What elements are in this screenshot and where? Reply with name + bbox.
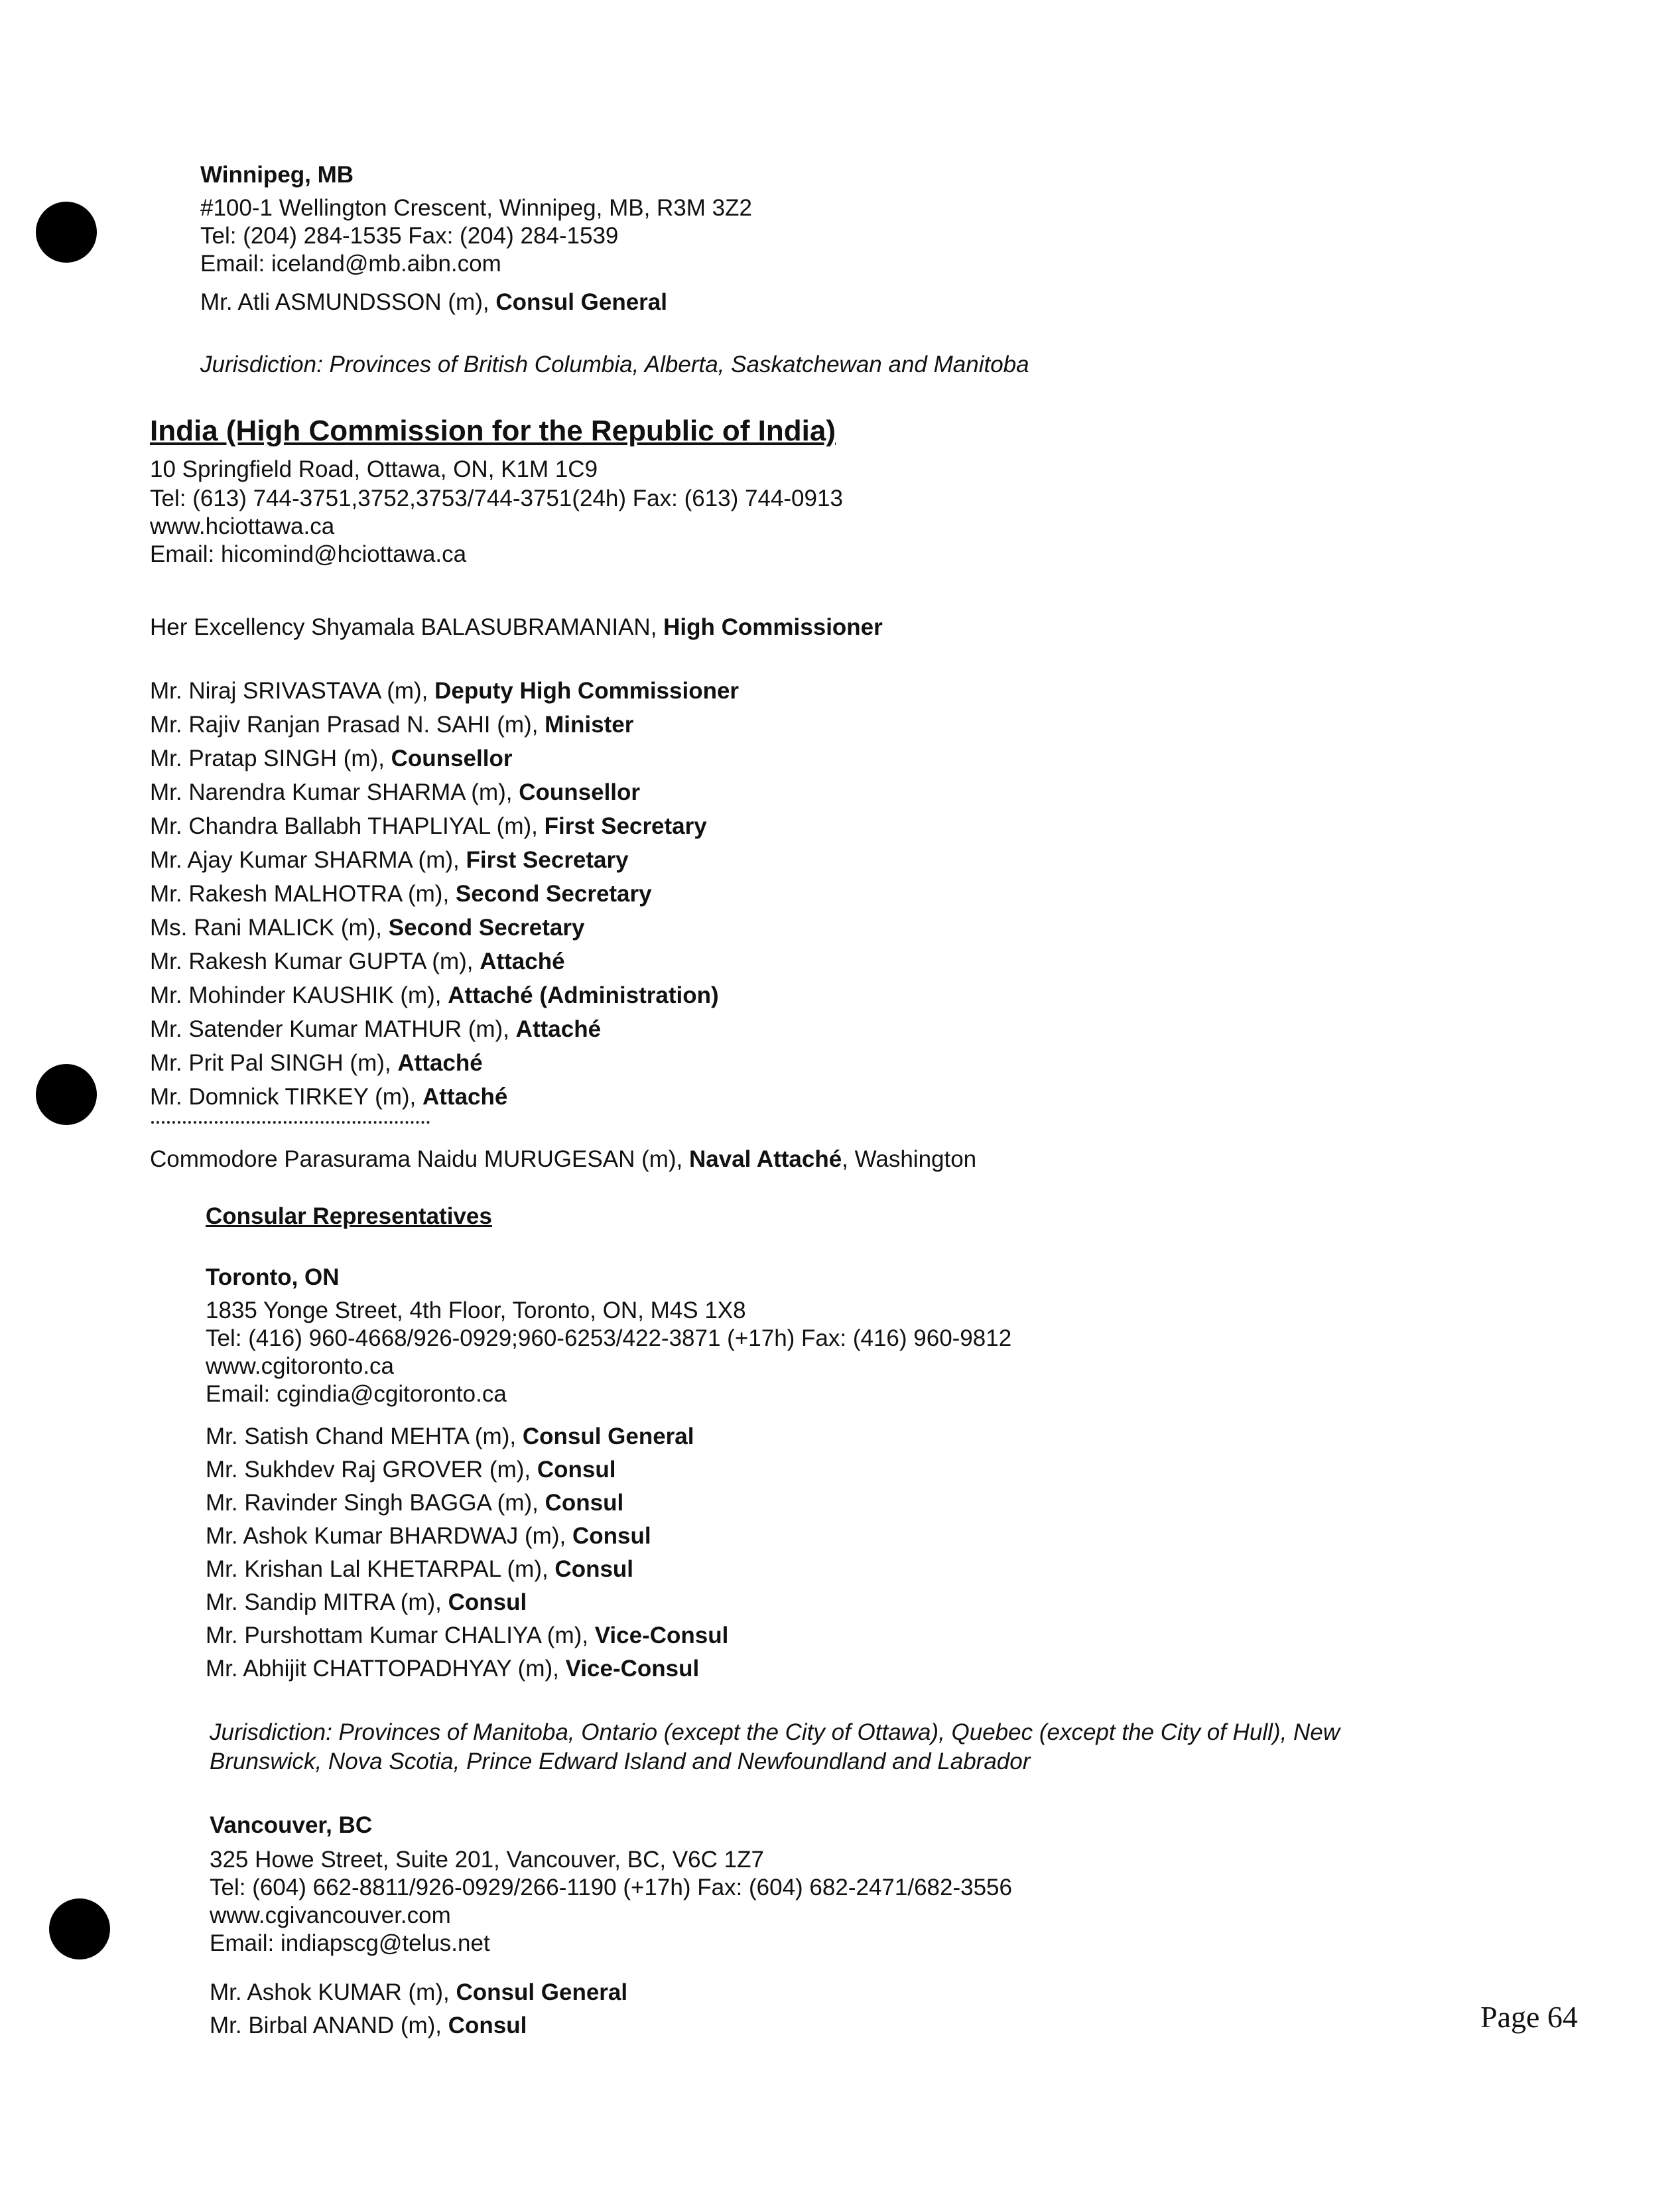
india-staff-11 <box>150 1049 483 1078</box>
staff-title: Naval Attaché <box>688 1146 842 1172</box>
staff-name: Mr. Ashok Kumar BHARDWAJ (m), <box>206 1523 572 1549</box>
staff-title: Consul General <box>495 289 667 315</box>
staff-title: Consul <box>448 1589 527 1615</box>
toronto-web: www.cgitoronto.ca <box>206 1353 395 1379</box>
india-staff-12 <box>150 1083 507 1112</box>
staff-name: Mr. Purshottam Kumar CHALIYA (m), <box>206 1623 595 1648</box>
india-staff-5 <box>150 846 629 875</box>
toronto-staff-3 <box>206 1522 651 1551</box>
toronto-city: Toronto, ON <box>206 1264 340 1290</box>
staff-title: Consul General <box>456 1979 628 2005</box>
india-staff-0 <box>150 677 739 706</box>
vancouver-tel: Tel: (604) 662-8811/926-0929/266-1190 (+17h) Fax: (604) 682-2471/682-3556 <box>210 1875 1012 1900</box>
toronto-staff-7 <box>206 1654 699 1684</box>
staff-name: Mr. Abhijit CHATTOPADHYAY (m), <box>206 1656 566 1682</box>
staff-name: Mr. Ravinder Singh BAGGA (m), <box>206 1490 545 1516</box>
staff-title: Attaché <box>422 1084 508 1110</box>
winnipeg-staff-0 <box>200 288 667 317</box>
toronto-staff-2 <box>206 1489 623 1518</box>
india-tel: Tel: (613) 744-3751,3752,3753/744-3751(24h) Fax: (613) 744-0913 <box>150 486 843 511</box>
staff-title: First Secretary <box>466 847 629 873</box>
staff-title: Attaché <box>480 949 565 974</box>
staff-title: Deputy High Commissioner <box>434 678 740 704</box>
staff-title: Second Secretary <box>388 915 585 941</box>
winnipeg-tel: Tel: (204) 284-1535 Fax: (204) 284-1539 <box>200 223 619 249</box>
india-staff-2 <box>150 744 512 773</box>
winnipeg-jurisdiction: Jurisdiction: Provinces of British Columbia, Alberta, Saskatchewan and Manitoba <box>200 352 1029 377</box>
staff-title: Attaché <box>515 1016 602 1042</box>
page-number: Page 64 <box>1480 2000 1578 2034</box>
toronto-tel: Tel: (416) 960-4668/926-0929;960-6253/422-3871 (+17h) Fax: (416) 960-9812 <box>206 1325 1012 1351</box>
toronto-jurisdiction-line-2: Brunswick, Nova Scotia, Prince Edward Island and Newfoundland and Labrador <box>210 1749 1031 1774</box>
india-staff-7 <box>150 913 584 943</box>
staff-name: Mr. Domnick TIRKEY (m), <box>150 1084 422 1110</box>
staff-location: , Washington <box>842 1146 977 1172</box>
staff-title: Vice-Consul <box>594 1623 729 1648</box>
india-naval-attache <box>150 1145 976 1174</box>
toronto-staff-5 <box>206 1588 527 1617</box>
india-staff-10 <box>150 1015 601 1044</box>
vancouver-city: Vancouver, BC <box>210 1812 373 1838</box>
staff-name: Mr. Rajiv Ranjan Prasad N. SAHI (m), <box>150 712 545 738</box>
staff-name: Mr. Atli ASMUNDSSON (m), <box>200 289 496 315</box>
winnipeg-city: Winnipeg, MB <box>200 162 354 188</box>
staff-title: High Commissioner <box>663 614 883 640</box>
staff-name: Mr. Birbal ANAND (m), <box>210 2013 448 2038</box>
vancouver-address: 325 Howe Street, Suite 201, Vancouver, BC, V6C 1Z7 <box>210 1847 764 1873</box>
staff-name: Mr. Mohinder KAUSHIK (m), <box>150 982 448 1008</box>
staff-name: Mr. Rakesh Kumar GUPTA (m), <box>150 949 480 974</box>
staff-name: Mr. Chandra Ballabh THAPLIYAL (m), <box>150 813 545 839</box>
staff-title: Consul <box>448 2013 527 2038</box>
staff-title: Minister <box>545 712 634 738</box>
toronto-jurisdiction-line-1: Jurisdiction: Provinces of Manitoba, Ontario (except the City of Ottawa), Quebec (except the City of Hull), New <box>210 1719 1340 1745</box>
india-address: 10 Springfield Road, Ottawa, ON, K1M 1C9 <box>150 456 598 482</box>
staff-title: Consul <box>572 1523 651 1549</box>
punch-hole-middle <box>36 1064 97 1125</box>
staff-title: Consul General <box>522 1424 694 1449</box>
winnipeg-email: Email: iceland@mb.aibn.com <box>200 251 501 277</box>
staff-name: Mr. Ajay Kumar SHARMA (m), <box>150 847 466 873</box>
vancouver-email: Email: indiapscg@telus.net <box>210 1930 490 1956</box>
staff-title: Attaché <box>397 1050 483 1076</box>
india-staff-6 <box>150 880 652 909</box>
staff-title: First Secretary <box>544 813 707 839</box>
staff-name: Mr. Niraj SRIVASTAVA (m), <box>150 678 435 704</box>
staff-name: Her Excellency Shyamala BALASUBRAMANIAN, <box>150 614 664 640</box>
staff-name: Mr. Narendra Kumar SHARMA (m), <box>150 779 519 805</box>
staff-title: Consul <box>545 1490 624 1516</box>
staff-title: Counsellor <box>391 746 513 771</box>
staff-name: Mr. Krishan Lal KHETARPAL (m), <box>206 1556 555 1582</box>
staff-name: Mr. Pratap SINGH (m), <box>150 746 391 771</box>
india-head <box>150 613 883 642</box>
staff-name: Mr. Sukhdev Raj GROVER (m), <box>206 1457 537 1483</box>
india-heading: India (High Commission for the Republic of India) <box>150 415 836 447</box>
staff-title: Vice-Consul <box>565 1656 700 1682</box>
toronto-email: Email: cgindia@cgitoronto.ca <box>206 1381 507 1407</box>
staff-name: Mr. Satender Kumar MATHUR (m), <box>150 1016 516 1042</box>
staff-title: Counsellor <box>519 779 641 805</box>
vancouver-staff-0 <box>210 1978 627 2007</box>
india-staff-8 <box>150 947 565 976</box>
dotted-separator <box>151 1121 430 1124</box>
toronto-staff-6 <box>206 1621 728 1650</box>
consular-heading: Consular Representatives <box>206 1203 492 1229</box>
india-staff-3 <box>150 778 640 807</box>
india-email: Email: hicomind@hciottawa.ca <box>150 541 467 567</box>
india-staff-1 <box>150 710 633 740</box>
staff-name: Mr. Rakesh MALHOTRA (m), <box>150 881 456 907</box>
staff-name: Commodore Parasurama Naidu MURUGESAN (m), <box>150 1146 689 1172</box>
india-staff-4 <box>150 812 707 841</box>
staff-title: Consul <box>554 1556 634 1582</box>
staff-name: Mr. Satish Chand MEHTA (m), <box>206 1424 523 1449</box>
winnipeg-address: #100-1 Wellington Crescent, Winnipeg, MB, R3M 3Z2 <box>200 195 752 221</box>
staff-name: Mr. Ashok KUMAR (m), <box>210 1979 456 2005</box>
staff-title: Second Secretary <box>455 881 652 907</box>
staff-name: Ms. Rani MALICK (m), <box>150 915 389 941</box>
staff-title: Attaché (Administration) <box>448 982 719 1008</box>
india-web: www.hciottawa.ca <box>150 513 335 539</box>
staff-name: Mr. Sandip MITRA (m), <box>206 1589 448 1615</box>
staff-title: Consul <box>537 1457 616 1483</box>
toronto-staff-0 <box>206 1422 694 1451</box>
vancouver-staff-1 <box>210 2011 527 2040</box>
vancouver-web: www.cgivancouver.com <box>210 1902 451 1928</box>
toronto-staff-1 <box>206 1455 615 1485</box>
staff-name: Mr. Prit Pal SINGH (m), <box>150 1050 398 1076</box>
india-staff-9 <box>150 981 719 1010</box>
punch-hole-bottom <box>49 1898 110 1959</box>
toronto-staff-4 <box>206 1555 633 1584</box>
punch-hole-top <box>36 202 97 263</box>
toronto-address: 1835 Yonge Street, 4th Floor, Toronto, ON, M4S 1X8 <box>206 1297 746 1323</box>
